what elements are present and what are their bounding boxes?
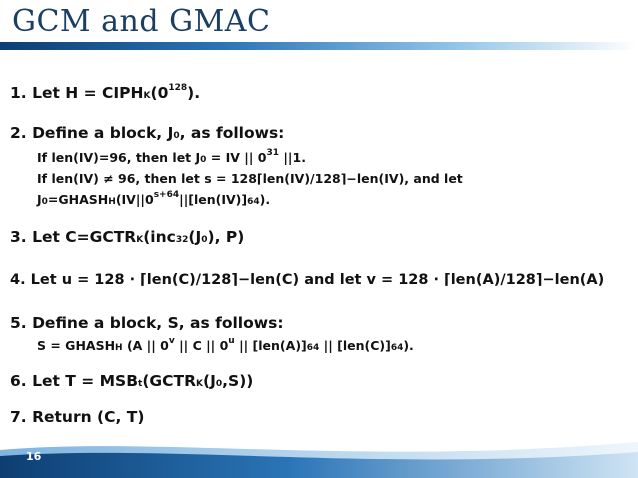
step-7 — [10, 408, 144, 426]
step-3-c: (J — [188, 228, 202, 246]
step-2-sub: 0 — [173, 131, 180, 141]
step-5-line-1-supu: u — [228, 336, 235, 346]
step-5-line-1 — [37, 338, 414, 353]
step-2-line-1-b: = IV || 0 — [206, 150, 267, 166]
step-5-line-1-e: || [len(C)] — [319, 338, 391, 354]
step-2-line-3 — [37, 192, 270, 207]
step-3-sub32: 32 — [175, 235, 189, 245]
step-4 — [10, 272, 604, 288]
slide-title: GCM and GMAC — [12, 4, 271, 39]
step-5-line-1-f: ). — [403, 338, 414, 354]
step-2-line-2 — [37, 171, 463, 186]
step-2-line-3-sup: s+64 — [153, 190, 180, 200]
step-6-b: (GCTR — [142, 372, 197, 390]
step-2-line-3-e: ). — [259, 192, 271, 208]
step-2-line-1-sub: 0 — [200, 155, 207, 166]
step-1-text: 1. Let H = CIPH — [10, 84, 144, 102]
step-3-a: 3. Let C=GCTR — [10, 228, 137, 246]
footer-wave-decoration — [0, 436, 638, 478]
step-3-sub-k: K — [136, 235, 144, 245]
step-3-b: (inc — [143, 228, 176, 246]
step-5-a: 5. Define a block, S, as follows: — [10, 314, 284, 332]
step-6-subt: t — [138, 379, 143, 389]
step-2-line-3-a: J — [37, 192, 42, 208]
step-7-a: 7. Return (C, T) — [10, 408, 145, 426]
step-5-line-1-supv: v — [168, 336, 175, 346]
step-6-sub-k: K — [196, 379, 204, 389]
step-2-text: 2. Define a block, J — [10, 124, 174, 142]
step-2-line-1 — [37, 150, 306, 165]
step-2-line-3-subh: H — [108, 197, 116, 208]
step-2-line-3-b: =GHASH — [47, 192, 109, 208]
step-1-text-c: ). — [187, 84, 201, 102]
step-2-line-3-c: (IV||0 — [115, 192, 154, 208]
step-2-line-1-c: ||1. — [279, 150, 306, 166]
step-6-c: (J — [203, 372, 216, 390]
step-3 — [10, 228, 244, 246]
step-2-line-3-d: ||[len(IV)] — [179, 192, 248, 208]
step-2-line-3-sub64: 64 — [247, 197, 260, 208]
step-6 — [10, 372, 253, 390]
step-6-sub0: 0 — [215, 379, 223, 389]
step-1-sup: 128 — [168, 82, 188, 93]
step-6-a: 6. Let T = MSB — [10, 372, 139, 390]
step-5-line-1-c: || C || 0 — [174, 338, 229, 354]
step-5 — [10, 314, 284, 332]
step-5-line-1-d: || [len(A)] — [234, 338, 307, 354]
step-2-line-1-a: If len(IV)=96, then let J — [37, 150, 201, 166]
step-5-line-1-b: (A || 0 — [122, 338, 169, 354]
page-number: 16 — [26, 450, 42, 463]
step-5-line-1-sub64b: 64 — [390, 343, 404, 354]
step-1-text-b: (0 — [150, 84, 169, 102]
step-6-d: ,S)) — [222, 372, 254, 390]
step-2 — [10, 124, 284, 142]
step-1-sub-k: K — [143, 91, 151, 101]
step-2-line-2-a: If len(IV) ≠ 96, then let s = 128⌈len(IV)/128⌉−len(IV), and let — [37, 171, 463, 186]
step-5-line-1-sub64a: 64 — [306, 343, 320, 354]
step-2-line-3-sub0: 0 — [41, 197, 48, 208]
step-4-a: 4. Let u = 128 ⋅ ⌈len(C)/128⌉−len(C) and let v = 128 ⋅ ⌈len(A)/128⌉−len(A) — [10, 272, 605, 288]
step-2-text-b: , as follows: — [179, 124, 285, 142]
step-3-d: ), P) — [207, 228, 245, 246]
step-1 — [10, 84, 200, 102]
step-2-line-1-sup: 31 — [266, 148, 280, 158]
step-3-sub0: 0 — [201, 235, 208, 245]
title-underline-bar — [0, 42, 638, 50]
step-5-line-1-subh: H — [115, 343, 123, 354]
step-5-line-1-a: S = GHASH — [37, 338, 116, 354]
